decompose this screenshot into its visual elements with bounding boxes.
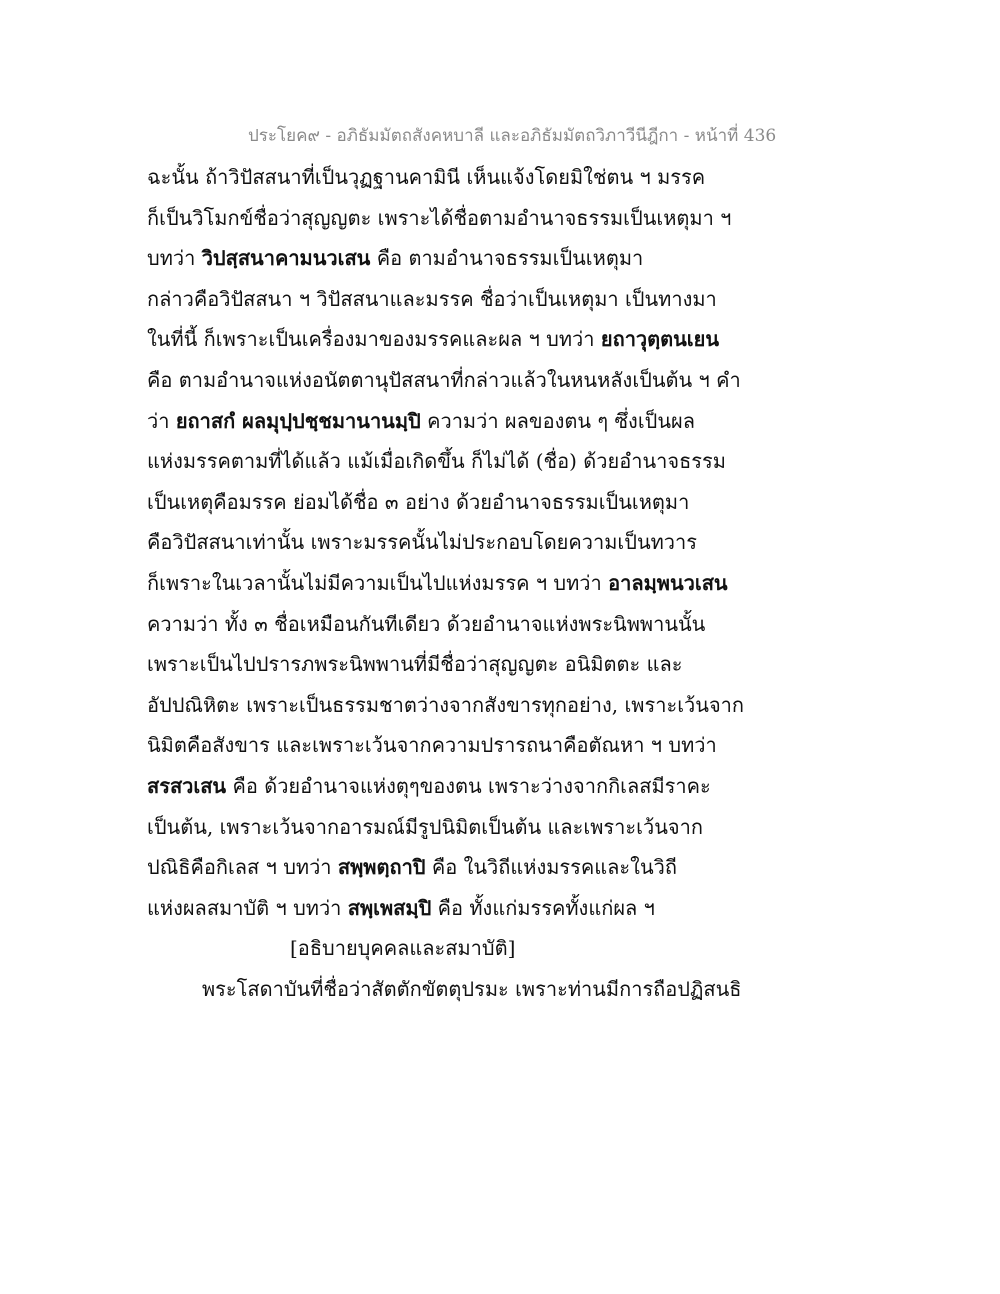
text-segment: อัปปณิหิตะ เพราะเป็นธรรมชาตว่างจากสังขารทุกอย่าง, เพราะเว้นจาก — [147, 692, 745, 717]
text-segment: เป็นเหตุคือมรรค ย่อมได้ชื่อ ๓ อย่าง ด้วยอำนาจธรรมเป็นเหตุมา — [147, 489, 690, 514]
text-segment: ว่า — [147, 408, 176, 433]
pali-term: สรสวเสน — [147, 773, 227, 798]
text-line — [147, 401, 867, 442]
pali-term: สพฺเพสมฺปิ — [347, 895, 432, 920]
text-segment: เพราะเป็นไปปรารภพระนิพพานที่มีชื่อว่าสุญญตะ อนิมิตตะ และ — [147, 652, 683, 677]
text-segment: ในที่นี้ ก็เพราะเป็นเครื่องมาของมรรคและผล ฯ บทว่า — [147, 327, 601, 352]
text-line — [147, 319, 867, 360]
pali-term: ยถาสกํ ผลมุปฺปชฺชมานานมฺปิ — [175, 408, 421, 433]
text-segment: แห่งผลสมาบัติ ฯ บทว่า — [147, 895, 348, 920]
text-segment: คือ ตามอำนาจแห่งอนัตตานุปัสสนาที่กล่าวแล้วในหนหลังเป็นต้น ฯ คำ — [147, 367, 741, 392]
text-segment: นิมิตคือสังขาร และเพราะเว้นจากความปรารถนาคือตัณหา ฯ บทว่า — [147, 733, 717, 758]
pali-term: สพฺพตฺถาปิ — [337, 855, 426, 880]
text-line — [147, 563, 867, 604]
text-segment: ปณิธิคือกิเลส ฯ บทว่า — [147, 855, 338, 880]
text-segment: [อธิบายบุคคลและสมาบัติ] — [290, 936, 516, 961]
text-line — [147, 198, 867, 239]
text-line — [147, 441, 867, 482]
pali-term: ยถาวุตฺตนเยน — [600, 327, 720, 352]
text-line — [147, 685, 867, 726]
text-line — [147, 157, 867, 198]
text-line — [147, 847, 867, 888]
text-segment: เป็นต้น, เพราะเว้นจากอารมณ์มีรูปนิมิตเป็นต้น และเพราะเว้นจาก — [147, 814, 703, 839]
text-line — [147, 604, 867, 645]
page-header: ประโยค๙ - อภิธัมมัตถสังคหบาลี และอภิธัมมัตถวิภาวีนีฎีกา - หน้าที่ 436 — [248, 126, 777, 146]
text-segment: คือ ในวิถีแห่งมรรคและในวิถี — [425, 855, 677, 880]
text-segment: คือ ตามอำนาจธรรมเป็นเหตุมา — [370, 246, 644, 271]
pali-term: วิปสฺสนาคามนวเสน — [201, 246, 371, 271]
text-line — [147, 888, 867, 929]
text-line — [147, 279, 867, 320]
text-line — [147, 360, 867, 401]
text-line — [147, 644, 867, 685]
text-segment: พระโสดาบันที่ชื่อว่าสัตตักขัตตุปรมะ เพราะท่านมีการถือปฏิสนธิ — [202, 976, 742, 1001]
text-segment: ฉะนั้น ถ้าวิปัสสนาที่เป็นวุฏฐานคามินี เห็นแจ้งโดยมิใช่ตน ฯ มรรค — [147, 165, 706, 189]
text-segment: คือวิปัสสนาเท่านั้น เพราะมรรคนั้นไม่ประกอบโดยความเป็นทวาร — [147, 530, 698, 555]
text-line — [147, 725, 867, 766]
text-segment: แห่งมรรคตามที่ได้แล้ว แม้เมื่อเกิดขึ้น ก็ไม่ได้ (ชื่อ) ด้วยอำนาจธรรม — [147, 449, 726, 474]
pali-term: อาลมฺพนวเสน — [608, 570, 728, 595]
text-line — [147, 766, 867, 807]
text-segment: ก็เพราะในเวลานั้นไม่มีความเป็นไปแห่งมรรค ฯ บทว่า — [147, 570, 609, 595]
text-segment: คือ ด้วยอำนาจแห่งตุๆของตน เพราะว่างจากกิเลสมีราคะ — [226, 773, 711, 798]
text-line — [147, 482, 867, 523]
text-line — [147, 238, 867, 279]
text-line — [147, 969, 867, 1010]
text-segment: ความว่า ผลของตน ๆ ซึ่งเป็นผล — [420, 408, 695, 433]
text-line — [147, 522, 867, 563]
body-text — [147, 157, 867, 1009]
text-segment: บทว่า — [147, 246, 202, 271]
text-line — [147, 807, 867, 848]
text-segment: ก็เป็นวิโมกข์ชื่อว่าสุญญตะ เพราะได้ชื่อตามอำนาจธรรมเป็นเหตุมา ฯ — [147, 205, 732, 230]
section-heading — [147, 928, 867, 969]
text-segment: กล่าวคือวิปัสสนา ฯ วิปัสสนาและมรรค ชื่อว่าเป็นเหตุมา เป็นทางมา — [147, 286, 717, 311]
text-segment: ความว่า ทั้ง ๓ ชื่อเหมือนกันทีเดียว ด้วยอำนาจแห่งพระนิพพานนั้น — [147, 611, 706, 636]
text-segment: คือ ทั้งแก่มรรคทั้งแก่ผล ฯ — [431, 895, 655, 920]
